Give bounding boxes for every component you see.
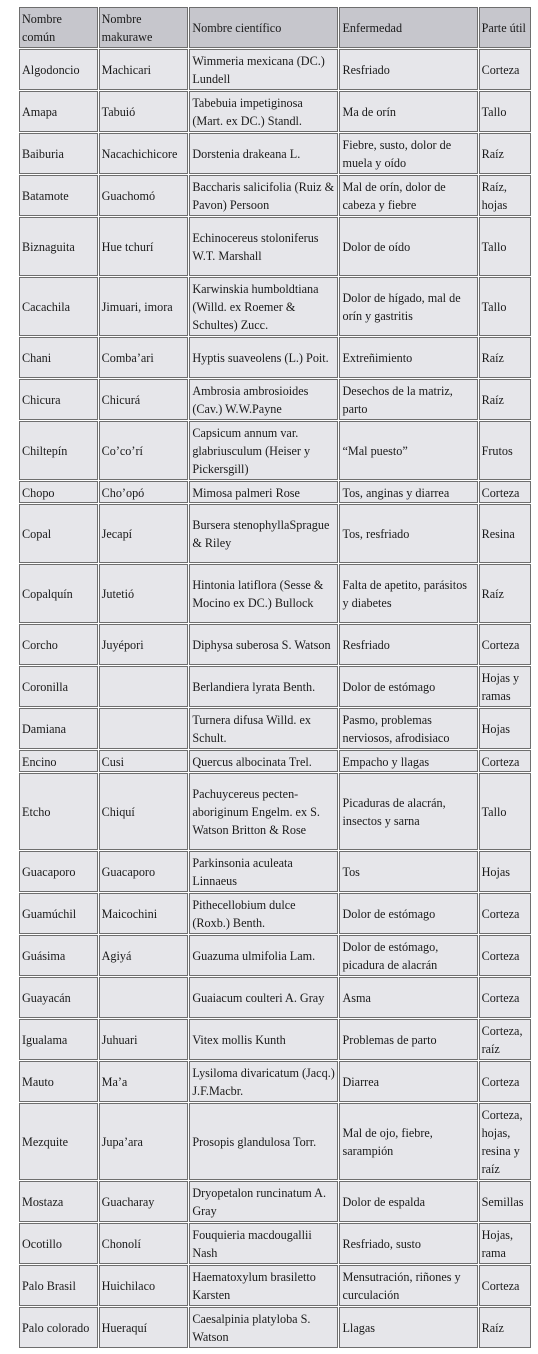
cell-nombre-cientifico: Tabebuia impetiginosa (Mart. ex DC.) Standl. bbox=[189, 91, 338, 132]
cell-enfermedad: Falta de apetito, parásitos y diabetes bbox=[339, 564, 477, 623]
cell-nombre-comun: Mostaza bbox=[19, 1181, 98, 1222]
cell-nombre-makurawe: Jecapí bbox=[99, 504, 189, 563]
cell-nombre-cientifico: Bursera stenophyllaSprague & Riley bbox=[189, 504, 338, 563]
cell-parte-util: Tallo bbox=[479, 217, 531, 276]
cell-nombre-cientifico: Baccharis salicifolia (Ruiz & Pavon) Persoon bbox=[189, 175, 338, 216]
cell-enfermedad: Dolor de estómago bbox=[339, 666, 477, 707]
cell-nombre-makurawe: Guacharay bbox=[99, 1181, 189, 1222]
cell-enfermedad: Empacho y llagas bbox=[339, 750, 477, 772]
cell-enfermedad: Tos bbox=[339, 851, 477, 892]
cell-enfermedad: Mal de orín, dolor de cabeza y fiebre bbox=[339, 175, 477, 216]
cell-enfermedad: “Mal puesto” bbox=[339, 421, 477, 480]
cell-nombre-comun: Guacaporo bbox=[19, 851, 98, 892]
cell-enfermedad: Mal de ojo, fiebre, sarampión bbox=[339, 1103, 477, 1180]
cell-parte-util: Tallo bbox=[479, 773, 531, 850]
cell-nombre-makurawe: Juyépori bbox=[99, 624, 189, 665]
table-row bbox=[19, 750, 531, 772]
cell-nombre-cientifico: Vitex mollis Kunth bbox=[189, 1019, 338, 1060]
cell-enfermedad: Tos, anginas y diarrea bbox=[339, 481, 477, 503]
table-row bbox=[19, 175, 531, 216]
cell-enfermedad: Dolor de oído bbox=[339, 217, 477, 276]
cell-parte-util: Corteza, hojas, resina y raíz bbox=[479, 1103, 531, 1180]
table-row bbox=[19, 1307, 531, 1348]
header-enfermedad: Enfermedad bbox=[339, 7, 477, 48]
cell-enfermedad: Resfriado, susto bbox=[339, 1223, 477, 1264]
cell-nombre-makurawe: Agiyá bbox=[99, 935, 189, 976]
cell-nombre-comun: Chiltepín bbox=[19, 421, 98, 480]
table-row bbox=[19, 49, 531, 90]
cell-enfermedad: Resfriado bbox=[339, 624, 477, 665]
header-parte-util: Parte útil bbox=[479, 7, 531, 48]
medicinal-plants-table bbox=[18, 6, 532, 1349]
cell-nombre-comun: Batamote bbox=[19, 175, 98, 216]
cell-nombre-comun: Cacachila bbox=[19, 277, 98, 336]
cell-nombre-makurawe: Cho’opó bbox=[99, 481, 189, 503]
cell-enfermedad: Pasmo, problemas nerviosos, afrodisiaco bbox=[339, 708, 477, 749]
cell-enfermedad: Diarrea bbox=[339, 1061, 477, 1102]
cell-nombre-makurawe: Guachomó bbox=[99, 175, 189, 216]
cell-nombre-cientifico: Parkinsonia aculeata Linnaeus bbox=[189, 851, 338, 892]
table-row bbox=[19, 624, 531, 665]
cell-nombre-comun: Damiana bbox=[19, 708, 98, 749]
cell-nombre-comun: Coronilla bbox=[19, 666, 98, 707]
table-row bbox=[19, 133, 531, 174]
cell-enfermedad: Mensutración, riñones y curculación bbox=[339, 1265, 477, 1306]
cell-parte-util: Corteza bbox=[479, 935, 531, 976]
header-nombre-makurawe: Nombre makurawe bbox=[99, 7, 189, 48]
cell-parte-util: Raíz bbox=[479, 1307, 531, 1348]
table-row bbox=[19, 91, 531, 132]
cell-enfermedad: Asma bbox=[339, 977, 477, 1018]
table-row bbox=[19, 893, 531, 934]
cell-parte-util: Semillas bbox=[479, 1181, 531, 1222]
cell-parte-util: Corteza, raíz bbox=[479, 1019, 531, 1060]
table-row bbox=[19, 935, 531, 976]
cell-nombre-makurawe bbox=[99, 708, 189, 749]
cell-nombre-comun: Ocotillo bbox=[19, 1223, 98, 1264]
cell-nombre-cientifico: Pachuycereus pecten-aboriginum Engelm. ex S. Watson Britton & Rose bbox=[189, 773, 338, 850]
cell-parte-util: Raíz bbox=[479, 379, 531, 420]
cell-nombre-makurawe bbox=[99, 666, 189, 707]
table-row bbox=[19, 1061, 531, 1102]
cell-nombre-makurawe: Guacaporo bbox=[99, 851, 189, 892]
cell-nombre-comun: Algodoncio bbox=[19, 49, 98, 90]
cell-parte-util: Tallo bbox=[479, 91, 531, 132]
cell-nombre-cientifico: Fouquieria macdougallii Nash bbox=[189, 1223, 338, 1264]
cell-nombre-cientifico: Dorstenia drakeana L. bbox=[189, 133, 338, 174]
cell-enfermedad: Ma de orín bbox=[339, 91, 477, 132]
cell-enfermedad: Tos, resfriado bbox=[339, 504, 477, 563]
cell-nombre-comun: Mezquite bbox=[19, 1103, 98, 1180]
cell-nombre-comun: Guamúchil bbox=[19, 893, 98, 934]
cell-enfermedad: Dolor de espalda bbox=[339, 1181, 477, 1222]
cell-parte-util: Raíz bbox=[479, 337, 531, 378]
table-row bbox=[19, 708, 531, 749]
cell-parte-util: Corteza bbox=[479, 893, 531, 934]
cell-nombre-comun: Biznaguita bbox=[19, 217, 98, 276]
cell-nombre-comun: Amapa bbox=[19, 91, 98, 132]
cell-nombre-makurawe: Chiquí bbox=[99, 773, 189, 850]
cell-parte-util: Frutos bbox=[479, 421, 531, 480]
cell-nombre-cientifico: Hintonia latiflora (Sesse & Mocino ex DC.) Bullock bbox=[189, 564, 338, 623]
cell-nombre-cientifico: Capsicum annum var. glabriusculum (Heiser y Pickersgill) bbox=[189, 421, 338, 480]
cell-enfermedad: Dolor de estómago, picadura de alacrán bbox=[339, 935, 477, 976]
cell-nombre-cientifico: Mimosa palmeri Rose bbox=[189, 481, 338, 503]
cell-nombre-cientifico: Turnera difusa Willd. ex Schult. bbox=[189, 708, 338, 749]
cell-parte-util: Corteza bbox=[479, 1265, 531, 1306]
cell-nombre-comun: Guásima bbox=[19, 935, 98, 976]
cell-parte-util: Tallo bbox=[479, 277, 531, 336]
cell-nombre-cientifico: Diphysa suberosa S. Watson bbox=[189, 624, 338, 665]
cell-enfermedad: Resfriado bbox=[339, 49, 477, 90]
cell-nombre-cientifico: Prosopis glandulosa Torr. bbox=[189, 1103, 338, 1180]
table-row bbox=[19, 564, 531, 623]
cell-parte-util: Corteza bbox=[479, 49, 531, 90]
cell-enfermedad: Picaduras de alacrán, insectos y sarna bbox=[339, 773, 477, 850]
cell-nombre-cientifico: Karwinskia humboldtiana (Willd. ex Roemer & Schultes) Zucc. bbox=[189, 277, 338, 336]
cell-parte-util: Corteza bbox=[479, 481, 531, 503]
cell-enfermedad: Llagas bbox=[339, 1307, 477, 1348]
cell-nombre-comun: Chicura bbox=[19, 379, 98, 420]
cell-nombre-makurawe: Hue tchurí bbox=[99, 217, 189, 276]
cell-nombre-comun: Chani bbox=[19, 337, 98, 378]
cell-parte-util: Corteza bbox=[479, 750, 531, 772]
cell-nombre-makurawe: Jutetió bbox=[99, 564, 189, 623]
cell-nombre-makurawe bbox=[99, 977, 189, 1018]
table-row bbox=[19, 421, 531, 480]
cell-nombre-makurawe: Juhuari bbox=[99, 1019, 189, 1060]
cell-nombre-makurawe: Ma’a bbox=[99, 1061, 189, 1102]
cell-nombre-makurawe: Nacachichicore bbox=[99, 133, 189, 174]
cell-nombre-makurawe: Cusi bbox=[99, 750, 189, 772]
cell-nombre-makurawe: Jimuari, imora bbox=[99, 277, 189, 336]
table-row bbox=[19, 773, 531, 850]
cell-nombre-comun: Copal bbox=[19, 504, 98, 563]
table-row bbox=[19, 977, 531, 1018]
cell-parte-util: Hojas, rama bbox=[479, 1223, 531, 1264]
cell-parte-util: Corteza bbox=[479, 1061, 531, 1102]
cell-nombre-makurawe: Maicochini bbox=[99, 893, 189, 934]
cell-nombre-makurawe: Chicurá bbox=[99, 379, 189, 420]
table-row bbox=[19, 277, 531, 336]
cell-parte-util: Raíz bbox=[479, 133, 531, 174]
table-row bbox=[19, 1265, 531, 1306]
cell-nombre-makurawe: Chonolí bbox=[99, 1223, 189, 1264]
cell-enfermedad: Dolor de estómago bbox=[339, 893, 477, 934]
cell-nombre-makurawe: Machicari bbox=[99, 49, 189, 90]
table-row bbox=[19, 1103, 531, 1180]
cell-nombre-cientifico: Ambrosia ambrosioides (Cav.) W.W.Payne bbox=[189, 379, 338, 420]
cell-nombre-makurawe: Huichilaco bbox=[99, 1265, 189, 1306]
table-row bbox=[19, 851, 531, 892]
cell-nombre-cientifico: Berlandiera lyrata Benth. bbox=[189, 666, 338, 707]
table-row bbox=[19, 481, 531, 503]
cell-nombre-comun: Palo colorado bbox=[19, 1307, 98, 1348]
cell-nombre-makurawe: Hueraquí bbox=[99, 1307, 189, 1348]
cell-nombre-cientifico: Pithecellobium dulce (Roxb.) Benth. bbox=[189, 893, 338, 934]
table-row bbox=[19, 1181, 531, 1222]
cell-nombre-cientifico: Hyptis suaveolens (L.) Poit. bbox=[189, 337, 338, 378]
table-row bbox=[19, 1019, 531, 1060]
cell-nombre-makurawe: Co’co’rí bbox=[99, 421, 189, 480]
table-row bbox=[19, 217, 531, 276]
header-row bbox=[19, 7, 531, 48]
table-row bbox=[19, 504, 531, 563]
cell-parte-util: Raíz, hojas bbox=[479, 175, 531, 216]
cell-parte-util: Hojas y ramas bbox=[479, 666, 531, 707]
cell-nombre-cientifico: Dryopetalon runcinatum A. Gray bbox=[189, 1181, 338, 1222]
cell-nombre-cientifico: Quercus albocinata Trel. bbox=[189, 750, 338, 772]
cell-nombre-comun: Igualama bbox=[19, 1019, 98, 1060]
cell-enfermedad: Desechos de la matriz, parto bbox=[339, 379, 477, 420]
cell-nombre-comun: Etcho bbox=[19, 773, 98, 850]
cell-enfermedad: Dolor de hígado, mal de orín y gastritis bbox=[339, 277, 477, 336]
cell-nombre-comun: Encino bbox=[19, 750, 98, 772]
cell-nombre-cientifico: Echinocereus stoloniferus W.T. Marshall bbox=[189, 217, 338, 276]
cell-parte-util: Hojas bbox=[479, 851, 531, 892]
cell-enfermedad: Extreñimiento bbox=[339, 337, 477, 378]
cell-nombre-comun: Mauto bbox=[19, 1061, 98, 1102]
cell-nombre-comun: Guayacán bbox=[19, 977, 98, 1018]
table-row bbox=[19, 666, 531, 707]
table-row bbox=[19, 379, 531, 420]
cell-nombre-cientifico: Lysiloma divaricatum (Jacq.) J.F.Macbr. bbox=[189, 1061, 338, 1102]
cell-nombre-cientifico: Guazuma ulmifolia Lam. bbox=[189, 935, 338, 976]
header-nombre-comun: Nombre común bbox=[19, 7, 98, 48]
cell-nombre-makurawe: Comba’ari bbox=[99, 337, 189, 378]
cell-enfermedad: Fiebre, susto, dolor de muela y oído bbox=[339, 133, 477, 174]
table-row bbox=[19, 1223, 531, 1264]
cell-nombre-comun: Palo Brasil bbox=[19, 1265, 98, 1306]
cell-parte-util: Hojas bbox=[479, 708, 531, 749]
cell-nombre-comun: Corcho bbox=[19, 624, 98, 665]
table-row bbox=[19, 337, 531, 378]
header-nombre-cientifico: Nombre científico bbox=[189, 7, 338, 48]
cell-nombre-cientifico: Caesalpinia platyloba S. Watson bbox=[189, 1307, 338, 1348]
cell-parte-util: Raíz bbox=[479, 564, 531, 623]
cell-parte-util: Resina bbox=[479, 504, 531, 563]
cell-nombre-makurawe: Jupa’ara bbox=[99, 1103, 189, 1180]
cell-nombre-cientifico: Haematoxylum brasiletto Karsten bbox=[189, 1265, 338, 1306]
cell-nombre-comun: Chopo bbox=[19, 481, 98, 503]
cell-nombre-comun: Copalquín bbox=[19, 564, 98, 623]
cell-parte-util: Corteza bbox=[479, 624, 531, 665]
cell-parte-util: Corteza bbox=[479, 977, 531, 1018]
cell-nombre-cientifico: Wimmeria mexicana (DC.) Lundell bbox=[189, 49, 338, 90]
cell-nombre-makurawe: Tabuió bbox=[99, 91, 189, 132]
cell-nombre-cientifico: Guaiacum coulteri A. Gray bbox=[189, 977, 338, 1018]
cell-enfermedad: Problemas de parto bbox=[339, 1019, 477, 1060]
cell-nombre-comun: Baiburia bbox=[19, 133, 98, 174]
